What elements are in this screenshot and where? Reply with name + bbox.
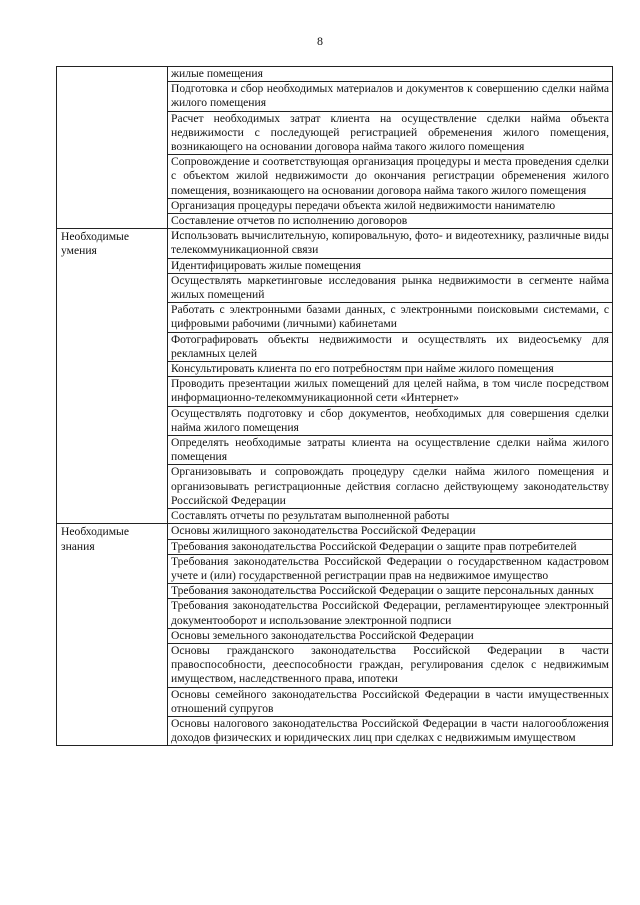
requirement-item: Основы налогового законодательства Российской Федерации в части налогообложения доходов физических и юридических лиц при сделках с недвижимым имуществом bbox=[168, 716, 613, 745]
requirement-item: Требования законодательства Российской Федерации о защите персональных данных bbox=[168, 584, 613, 599]
category-cell bbox=[57, 67, 168, 229]
requirement-item: Составление отчетов по исполнению договоров bbox=[168, 214, 613, 229]
category-cell: Необходимые знания bbox=[57, 524, 168, 746]
requirements-table-body bbox=[57, 67, 613, 746]
table-row bbox=[57, 524, 613, 539]
requirement-item: Основы семейного законодательства Российской Федерации в части имущественных отношений супругов bbox=[168, 687, 613, 716]
requirement-item: Составлять отчеты по результатам выполненной работы bbox=[168, 509, 613, 524]
requirement-item: Проводить презентации жилых помещений для целей найма, в том числе посредством информационно-телекоммуникационной сети «Интернет» bbox=[168, 377, 613, 406]
requirement-item: Работать с электронными базами данных, с электронными поисковыми системами, с цифровыми рабочими (личными) кабинетами bbox=[168, 303, 613, 332]
requirement-item: Консультировать клиента по его потребностям при найме жилого помещения bbox=[168, 362, 613, 377]
requirement-item: Использовать вычислительную, копировальную, фото- и видеотехнику, различные виды телекоммуникационной связи bbox=[168, 229, 613, 258]
requirement-item: Осуществлять маркетинговые исследования рынка недвижимости в сегменте найма жилых помещений bbox=[168, 273, 613, 302]
requirement-item: Идентифицировать жилые помещения bbox=[168, 258, 613, 273]
requirement-item: жилые помещения bbox=[168, 67, 613, 82]
requirement-item: Требования законодательства Российской Федерации, регламентирующее электронный документооборот и использование электронной подписи bbox=[168, 599, 613, 628]
requirement-item: Основы жилищного законодательства Российской Федерации bbox=[168, 524, 613, 539]
requirement-item: Организовывать и сопровождать процедуру сделки найма жилого помещения и организовывать регистрационные действия согласно действующему законодательству Российской Федерации bbox=[168, 465, 613, 509]
requirement-item: Определять необходимые затраты клиента на осуществление сделки найма жилого помещения bbox=[168, 436, 613, 465]
page-number: 8 bbox=[317, 34, 323, 48]
requirements-table bbox=[56, 66, 613, 746]
category-cell: Необходимые умения bbox=[57, 229, 168, 524]
table-row bbox=[57, 67, 613, 82]
requirement-item: Организация процедуры передачи объекта жилой недвижимости нанимателю bbox=[168, 198, 613, 213]
requirement-item: Основы земельного законодательства Российской Федерации bbox=[168, 628, 613, 643]
requirement-item: Сопровождение и соответствующая организация процедуры и места проведения сделки с объектом жилой недвижимости до окончания регистрации обременения жилого помещения, возникающего на основании договора найма такого жилого помещения bbox=[168, 155, 613, 199]
table-row bbox=[57, 229, 613, 258]
requirement-item: Осуществлять подготовку и сбор документов, необходимых для совершения сделки найма жилого помещения bbox=[168, 406, 613, 435]
requirement-item: Требования законодательства Российской Федерации о государственном кадастровом учете и (или) государственной регистрации прав на недвижимое имущество bbox=[168, 554, 613, 583]
requirement-item: Расчет необходимых затрат клиента на осуществление сделки найма объекта недвижимости с последующей регистрацией обременения жилого помещения, возникающего на основании договора найма такого жилого помещения bbox=[168, 111, 613, 155]
requirement-item: Требования законодательства Российской Федерации о защите прав потребителей bbox=[168, 539, 613, 554]
requirement-item: Подготовка и сбор необходимых материалов и документов к совершению сделки найма жилого помещения bbox=[168, 82, 613, 111]
requirement-item: Основы гражданского законодательства Российской Федерации в части правоспособности, дееспособности граждан, регулирования сделок с недвижимым имуществом, наследственного права, ипотеки bbox=[168, 643, 613, 687]
requirement-item: Фотографировать объекты недвижимости и осуществлять их видеосъемку для рекламных целей bbox=[168, 332, 613, 361]
